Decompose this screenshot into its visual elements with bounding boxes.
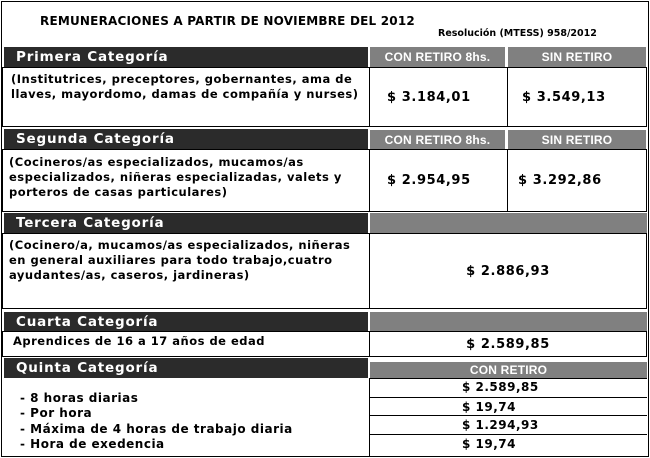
- salary-value: $ 2.886,93: [466, 263, 550, 279]
- description-text: Aprendices de 16 a 17 años de edad: [13, 334, 265, 348]
- row-divider: [369, 397, 647, 398]
- salary-sin-retiro: $ 3.549,13: [522, 89, 606, 105]
- description-text: (Cocineros/as especializados, mucamos/as especializados, niñeras especializadas, valets y porteros de casas particulares): [9, 155, 342, 199]
- category-header-quinta: Quinta Categoría: [4, 358, 368, 378]
- value-cell: [369, 67, 508, 127]
- row-divider: [369, 378, 647, 379]
- column-header-con-retiro: CON RETIRO: [370, 362, 647, 378]
- category-description-cuarta: [2, 331, 370, 357]
- page-title: REMUNERACIONES A PARTIR DE NOVIEMBRE DEL 2012: [40, 14, 415, 28]
- column-header-con-retiro: CON RETIRO 8hs.: [370, 130, 505, 149]
- salary-con-retiro: $ 3.184,01: [387, 89, 471, 105]
- category-header-tercera: Tercera Categoría: [4, 213, 368, 233]
- description-text: (Institutrices, preceptores, gobernantes, ama de llaves, mayordomo, damas de compañía y nurses): [11, 72, 359, 101]
- category-header-cuarta: Cuarta Categoría: [4, 312, 368, 331]
- header-filler: [370, 312, 647, 331]
- resolution-note: Resolución (MTESS) 958/2012: [438, 28, 597, 39]
- value-cell: [369, 233, 647, 309]
- list-item: - Máxima de 4 horas de trabajo diaria: [20, 422, 293, 436]
- category-description-primera: [2, 67, 370, 127]
- value-cell: [507, 149, 647, 212]
- list-item: - Hora de exedencia: [20, 437, 165, 451]
- salary-value: $ 1.294,93: [462, 418, 539, 432]
- salary-value: $ 2.589,85: [466, 336, 550, 352]
- salary-sin-retiro: $ 3.292,86: [518, 173, 602, 188]
- category-header-primera: Primera Categoría: [4, 47, 368, 67]
- value-cell: [507, 67, 647, 127]
- column-header-con-retiro: CON RETIRO 8hs.: [370, 47, 505, 67]
- salary-value: $ 2.589,85: [462, 380, 539, 394]
- description-text: (Cocinero/a, mucamos/as especializados, niñeras en general auxiliares para todo trabajo,cuatro ayudantes/as, caseros, jardineras): [9, 238, 351, 282]
- column-divider: [369, 378, 370, 457]
- row-divider: [369, 415, 647, 416]
- salary-value: $ 19,74: [462, 400, 516, 414]
- column-header-sin-retiro: SIN RETIRO: [508, 47, 646, 67]
- category-description-tercera: [2, 233, 370, 309]
- value-cell: [369, 149, 508, 212]
- salary-con-retiro: $ 2.954,95: [387, 173, 471, 188]
- category-header-segunda: Segunda Categoría: [4, 129, 368, 149]
- column-header-sin-retiro: SIN RETIRO: [508, 130, 646, 149]
- category-description-segunda: [2, 149, 370, 212]
- list-item: - 8 horas diarias: [20, 391, 139, 405]
- value-cell: [369, 331, 647, 357]
- row-divider: [369, 434, 647, 435]
- header-filler: [370, 213, 647, 233]
- list-item: - Por hora: [20, 406, 93, 420]
- salary-value: $ 19,74: [462, 437, 516, 451]
